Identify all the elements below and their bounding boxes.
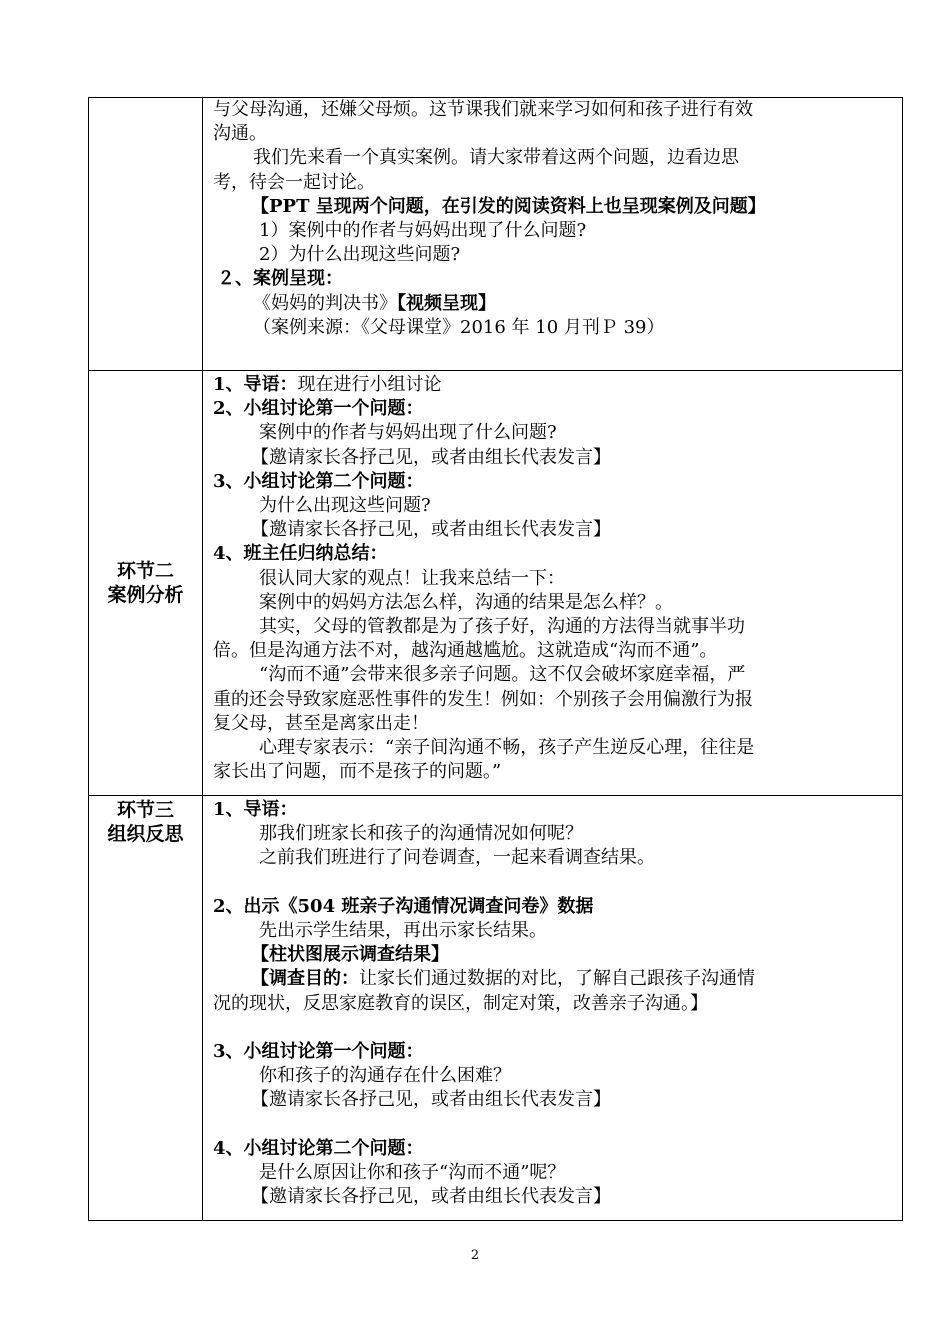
purpose-label: 【调查目的： [251, 968, 359, 990]
text-line: 沟通。 [213, 123, 267, 145]
text-line: 你和孩子的沟通存在什么困难？ [259, 1065, 511, 1087]
text-line: 为什么出现这些问题? [259, 495, 431, 517]
text-line: 倍。但是沟通方法不对，越沟通越尴尬。这就造成“沟而不通”。 [213, 640, 718, 662]
text-line: 况的现状，反思家庭教育的误区，制定对策，改善亲子沟通。】 [213, 992, 708, 1014]
text-line: 很认同大家的观点！让我来总结一下： [259, 567, 565, 589]
text-line: 2）为什么出现这些问题? [259, 244, 461, 266]
text-line: “沟而不通”会带来很多亲子问题。这不仅会破坏家庭幸福，严 [259, 664, 746, 686]
text-line [213, 292, 896, 316]
section-heading: 2、小组讨论第一个问题： [213, 398, 424, 420]
stage-content-cell [203, 371, 903, 796]
text-line: 复父母，甚至是离家出走！ [213, 712, 429, 734]
text-line: 心理专家表示：“亲子间沟通不畅，孩子产生逆反心理，往往是 [259, 737, 755, 759]
section-heading: ２、案例呈现： [217, 268, 343, 290]
text-line: 【PPT 呈现两个问题，在引发的阅读资料上也呈现案例及问题】 [251, 195, 766, 217]
text-line [213, 967, 896, 991]
page-number: 2 [470, 1248, 480, 1263]
section-heading: 2、出示《504 班亲子沟通情况调查问卷》数据 [213, 895, 594, 917]
case-title: 《妈妈的判决书》 [253, 292, 397, 314]
section-heading: 1、导语： [213, 374, 298, 395]
text-line: 先出示学生结果，再出示家长结果。 [259, 920, 547, 941]
text-line: 【邀请家长各抒己见，或者由组长代表发言】 [251, 446, 611, 468]
text-line: 案例中的妈妈方法怎么样，沟通的结果是怎么样？。 [259, 591, 673, 613]
stage-label: 环节二 [116, 560, 174, 582]
blank-line [213, 1016, 896, 1040]
section-heading: 4、班主任归纳总结： [213, 543, 388, 565]
section-heading: 1、导语： [213, 799, 298, 820]
stage-label: 案例分析 [107, 584, 184, 606]
stage-label: 组织反思 [107, 823, 184, 845]
text-line: 那我们班家长和孩子的沟通情况如何呢？ [259, 823, 583, 845]
text-line: 【邀请家长各抒己见，或者由组长代表发言】 [251, 519, 611, 541]
text-line [213, 373, 896, 397]
text-line: 【邀请家长各抒己见，或者由组长代表发言】 [251, 1186, 611, 1208]
lesson-plan-table [88, 97, 903, 1221]
table-row [89, 796, 903, 1221]
text-line: 与父母沟通，还嫌父母烦。这节课我们就来学习如何和孩子进行有效 [213, 99, 753, 120]
text-span: 现在进行小组讨论 [297, 374, 442, 395]
section-heading: 3、小组讨论第一个问题： [213, 1041, 424, 1062]
blank-line [213, 871, 896, 895]
text-span: 让家长们通过数据的对比，了解自己跟孩子沟通情 [359, 968, 755, 990]
text-line: 我们先来看一个真实案例。请大家带着这两个问题，边看边思 [253, 147, 739, 169]
text-line: 重的还会导致家庭恶性事件的发生！例如：个别孩子会用偏激行为报 [213, 688, 753, 710]
text-line: 其实，父母的管教都是为了孩子好，沟通的方法得当就事半功 [259, 616, 745, 638]
text-line: 之前我们班进行了问卷调查，一起来看调查结果。 [259, 847, 655, 869]
stage-label-cell [89, 796, 203, 1221]
text-line: 【邀请家长各抒己见，或者由组长代表发言】 [251, 1089, 611, 1111]
stage-label-cell [89, 98, 203, 371]
stage-label: 环节三 [116, 799, 174, 821]
stage-content-cell [203, 98, 903, 371]
table-row [89, 371, 903, 796]
table-row [89, 98, 903, 371]
section-heading: 4、小组讨论第二个问题： [213, 1137, 424, 1159]
stage-content-cell [203, 796, 903, 1221]
section-heading: 3、小组讨论第二个问题： [213, 470, 424, 492]
text-line: 考，待会一起讨论。 [213, 171, 375, 193]
case-note: 【视频呈现】 [397, 292, 496, 314]
text-line: 【柱状图展示调查结果】 [251, 944, 449, 966]
text-line: 案例中的作者与妈妈出现了什么问题? [259, 422, 557, 444]
text-line: 家长出了问题，而不是孩子的问题。” [213, 761, 502, 783]
text-line: 是什么原因让你和孩子“沟而不通”呢？ [259, 1162, 566, 1183]
blank-line [213, 1113, 896, 1137]
text-line: 1）案例中的作者与妈妈出现了什么问题? [259, 220, 587, 242]
stage-label-cell [89, 371, 203, 796]
text-line: （案例来源：《父母课堂》2016 年 10 月刊Ｐ 39） [253, 316, 665, 338]
